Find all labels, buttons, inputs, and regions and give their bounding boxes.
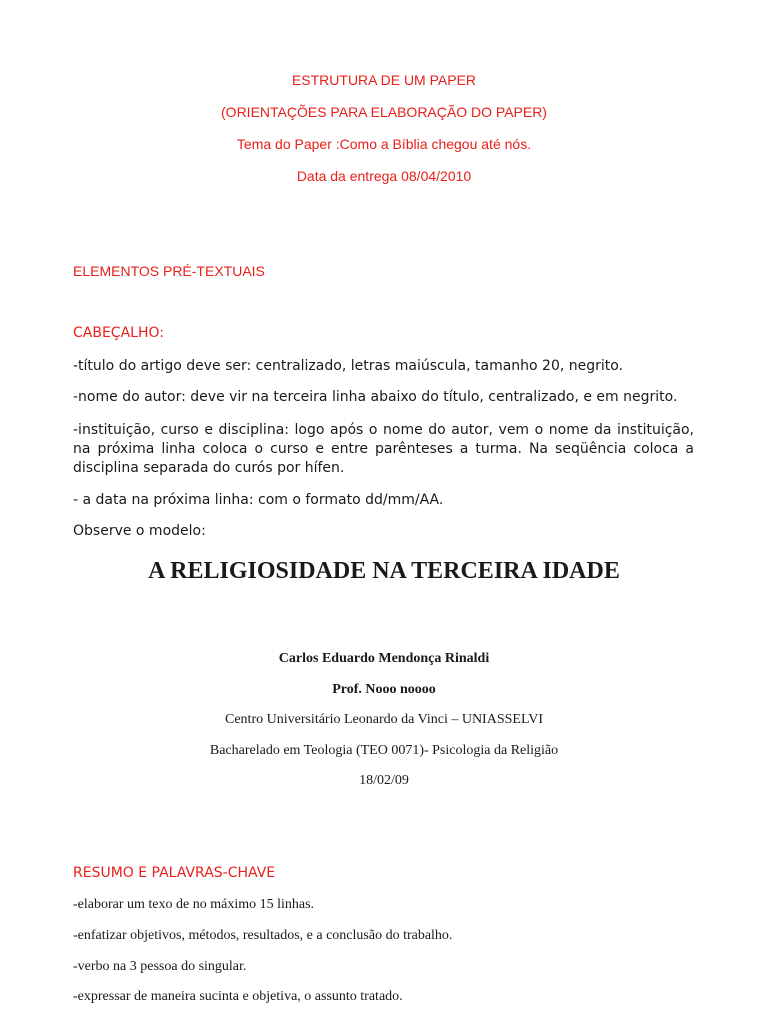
model-title: A RELIGIOSIDADE NA TERCEIRA IDADE [148,558,620,584]
model-author: Carlos Eduardo Mendonça Rinaldi [278,651,490,666]
resumo-heading: RESUMO E PALAVRAS-CHAVE [73,865,276,881]
cabecalho-heading: CABEÇALHO: [73,325,164,341]
cabecalho-item-observe: Observe o modelo: [73,523,206,539]
document-subtitle: (ORIENTAÇÕES PARA ELABORAÇÃO DO PAPER) [221,104,547,120]
pre-textual-heading: ELEMENTOS PRÉ-TEXTUAIS [73,263,265,279]
resumo-item: -verbo na 3 pessoa do singular. [73,959,247,974]
cabecalho-item-title: -título do artigo deve ser: centralizado, letras maiúscula, tamanho 20, negrito. [73,358,624,374]
resumo-item: -elaborar um texo de no máximo 15 linhas. [73,897,315,912]
resumo-item: -expressar de maneira sucinta e objetiva, o assunto tratado. [73,989,403,1004]
paper-theme: Tema do Paper :Como a Bíblia chegou até nós. [236,136,532,152]
resumo-item: -enfatizar objetivos, métodos, resultados, e a conclusão do trabalho. [73,928,453,943]
cabecalho-item-author: -nome do autor: deve vir na terceira linha abaixo do título, centralizado, e em negrito. [73,389,678,405]
model-institution: Centro Universitário Leonardo da Vinci – UNIASSELVI [225,712,543,727]
cabecalho-item-institution: -instituição, curso e disciplina: logo após o nome do autor, vem o nome da instituição, na próxima linha coloca o curso e entre parênteses a turma. Na seqüência coloca a disciplina separada do curós por hífen. [73,422,694,476]
due-date: Data da entrega 08/04/2010 [296,168,472,184]
model-course: Bacharelado em Teologia (TEO 0071)- Psicologia da Religião [209,743,559,758]
cabecalho-item-date: - a data na próxima linha: com o formato dd/mm/AA. [73,492,444,508]
model-professor: Prof. Nooo noooo [332,682,436,697]
document-title: ESTRUTURA DE UM PAPER [291,72,477,88]
model-date: 18/02/09 [359,773,409,788]
